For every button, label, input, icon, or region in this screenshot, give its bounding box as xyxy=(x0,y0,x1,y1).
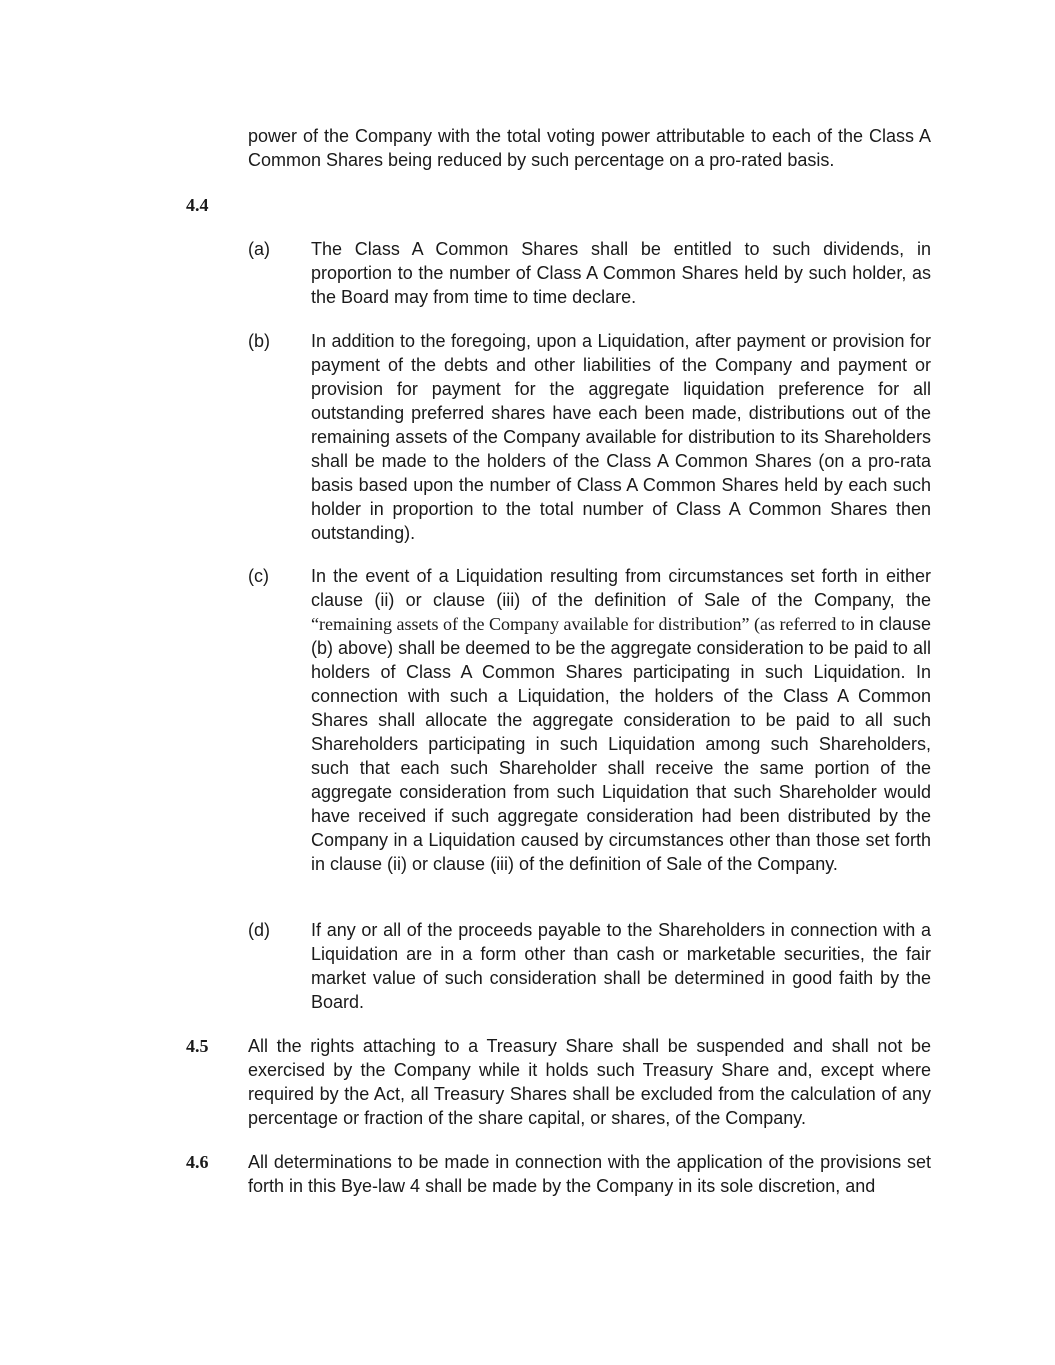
section-number-4-4: 4.4 xyxy=(186,195,209,215)
clause-text-b: In addition to the foregoing, upon a Liquidation, after payment or provision for payment of the debts and other liabilities of the Company and payment or provision for payment for the aggregate liquidation preference for all outstanding preferred shares have each been made, distributions out of the remaining assets of the Company available for distribution to its Shareholders shall be made to the holders of the Class A Common Shares (on a pro-rata basis based upon the number of Class A Common Shares held by each such holder in proportion to the total number of Class A Common Shares then outstanding). xyxy=(311,331,931,543)
clause-text-c-part-2: in clause (b) above) shall be deemed to be the aggregate consideration to be paid to all holders of Class A Common Shares participating in such Liquidation. In connection with such a Liquidation, the holders of the Class A Common Shares shall allocate the aggregate consideration to be paid to all such Shareholders participating in such Liquidation among such Shareholders, such that each such Shareholder shall receive the same portion of the aggregate consideration from such Liquidation that such Shareholder would have received if such aggregate consideration had been distributed by the Company in a Liquidation caused by circumstances other than those set forth in clause (ii) or clause (iii) of the definition of Sale of the Company. xyxy=(311,614,931,874)
section-number-4-5: 4.5 xyxy=(186,1036,209,1056)
clause-label-c: (c) xyxy=(248,566,269,586)
clause-label-a: (a) xyxy=(248,239,270,259)
section-number-4-6: 4.6 xyxy=(186,1152,209,1172)
clause-text-c-part-1: In the event of a Liquidation resulting from circumstances set forth in either clause (ii) or clause (iii) of the definition of Sale of the Company, the xyxy=(311,566,931,610)
section-text-4-5: All the rights attaching to a Treasury Share shall be suspended and shall not be exercised by the Company while it holds such Treasury Share and, except where required by the Act, all Treasury Shares shall be excluded from the calculation of any percentage or fraction of the share capital, or shares, of the Company. xyxy=(248,1036,931,1128)
clause-text-c-quote: “remaining assets of the Company available for distribution” (as referred to xyxy=(311,614,855,634)
clause-label-d: (d) xyxy=(248,920,270,940)
clause-text-d: If any or all of the proceeds payable to the Shareholders in connection with a Liquidation are in a form other than cash or marketable securities, the fair market value of such consideration shall be determined in good faith by the Board. xyxy=(311,920,931,1012)
clause-label-b: (b) xyxy=(248,331,270,351)
clause-text-a: The Class A Common Shares shall be entitled to such dividends, in proportion to the number of Class A Common Shares held by such holder, as the Board may from time to time declare. xyxy=(311,239,931,307)
section-text-4-6: All determinations to be made in connection with the application of the provisions set forth in this Bye-law 4 shall be made by the Company in its sole discretion, and xyxy=(248,1152,931,1196)
clause-text-c xyxy=(311,564,931,876)
continuation-paragraph: power of the Company with the total voting power attributable to each of the Class A Common Shares being reduced by such percentage on a pro-rated basis. xyxy=(248,126,931,170)
